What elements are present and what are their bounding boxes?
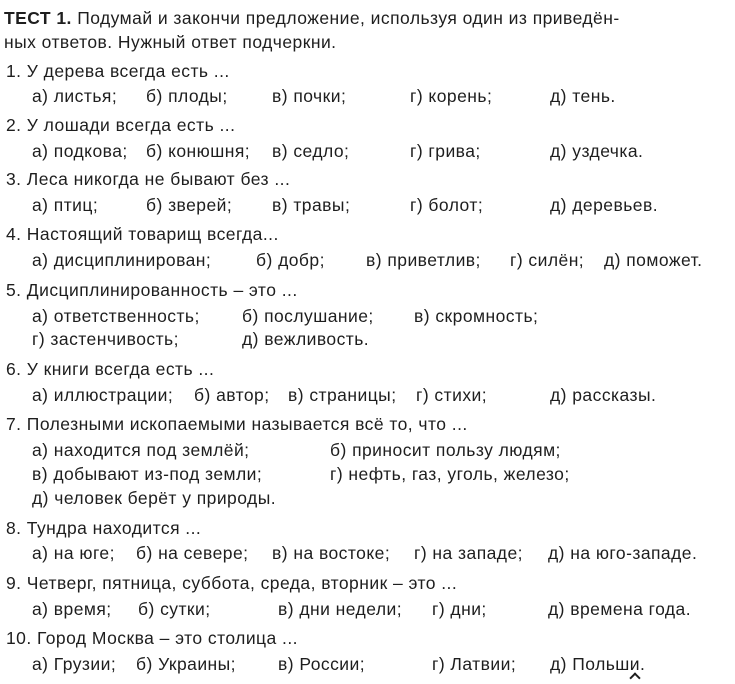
answer-10d[interactable]: г) Латвии; <box>432 654 517 674</box>
answer-1a[interactable]: а) листья; <box>32 86 118 106</box>
answer-9e[interactable]: д) времена года. <box>548 599 692 619</box>
answer-4c[interactable]: в) приветлив; <box>366 250 481 270</box>
answer-7e[interactable]: д) человек берёт у природы. <box>32 488 277 508</box>
test-title: ТЕСТ 1. <box>4 8 72 28</box>
answer-7b[interactable]: б) приносит пользу людям; <box>330 440 561 460</box>
answer-7c[interactable]: в) добывают из-под земли; <box>32 464 263 484</box>
page-corner-mark <box>629 672 640 683</box>
answer-3a[interactable]: а) птиц; <box>32 195 99 215</box>
answer-5c[interactable]: в) скромность; <box>414 306 539 326</box>
answer-3e[interactable]: д) деревьев. <box>550 195 659 215</box>
answer-8c[interactable]: в) на востоке; <box>272 543 391 563</box>
answer-10e[interactable]: д) Польши. <box>550 654 646 674</box>
test-instruction-2: ных ответов. Нужный ответ подчеркни. <box>4 32 337 52</box>
answer-10a[interactable]: а) Грузии; <box>32 654 117 674</box>
answer-1c[interactable]: в) почки; <box>272 86 347 106</box>
question-3: 3. Леса никогда не бывают без ... <box>6 169 291 189</box>
answer-6e[interactable]: д) рассказы. <box>550 385 657 405</box>
answer-6a[interactable]: а) иллюстрации; <box>32 385 174 405</box>
question-5: 5. Дисциплинированность – это ... <box>6 280 298 300</box>
question-6: 6. У книги всегда есть ... <box>6 359 215 379</box>
answer-6d[interactable]: г) стихи; <box>416 385 488 405</box>
answer-2c[interactable]: в) седло; <box>272 141 350 161</box>
answer-2e[interactable]: д) уздечка. <box>550 141 644 161</box>
question-7: 7. Полезными ископаемыми называется всё то, что ... <box>6 414 468 434</box>
answer-8b[interactable]: б) на севере; <box>136 543 249 563</box>
answer-6b[interactable]: б) автор; <box>194 385 270 405</box>
answer-8d[interactable]: г) на западе; <box>414 543 523 563</box>
question-2: 2. У лошади всегда есть ... <box>6 115 236 135</box>
answer-1d[interactable]: г) корень; <box>410 86 493 106</box>
answer-9d[interactable]: г) дни; <box>432 599 487 619</box>
answer-5a[interactable]: а) ответственность; <box>32 306 200 326</box>
question-9: 9. Четверг, пятница, суббота, среда, вторник – это ... <box>6 573 458 593</box>
question-10: 10. Город Москва – это столица ... <box>6 628 298 648</box>
answer-3c[interactable]: в) травы; <box>272 195 351 215</box>
answer-5b[interactable]: б) послушание; <box>242 306 374 326</box>
answer-9a[interactable]: а) время; <box>32 599 112 619</box>
answer-9c[interactable]: в) дни недели; <box>278 599 403 619</box>
answer-2a[interactable]: а) подкова; <box>32 141 128 161</box>
answer-10b[interactable]: б) Украины; <box>136 654 236 674</box>
answer-10c[interactable]: в) России; <box>278 654 366 674</box>
answer-4a[interactable]: а) дисциплинирован; <box>32 250 212 270</box>
answer-8e[interactable]: д) на юго-западе. <box>548 543 698 563</box>
answer-3b[interactable]: б) зверей; <box>146 195 233 215</box>
answer-2b[interactable]: б) конюшня; <box>146 141 251 161</box>
answer-1e[interactable]: д) тень. <box>550 86 616 106</box>
answer-4d[interactable]: г) силён; <box>510 250 585 270</box>
answer-4e[interactable]: д) поможет. <box>604 250 703 270</box>
question-8: 8. Тундра находится ... <box>6 518 202 538</box>
answer-6c[interactable]: в) страницы; <box>288 385 397 405</box>
answer-2d[interactable]: г) грива; <box>410 141 481 161</box>
answer-7a[interactable]: а) находится под землёй; <box>32 440 250 460</box>
question-4: 4. Настоящий товарищ всегда... <box>6 224 279 244</box>
answer-5d[interactable]: г) застенчивость; <box>32 329 179 349</box>
answer-7d[interactable]: г) нефть, газ, уголь, железо; <box>330 464 570 484</box>
answer-3d[interactable]: г) болот; <box>410 195 484 215</box>
answer-4b[interactable]: б) добр; <box>256 250 325 270</box>
answer-8a[interactable]: а) на юге; <box>32 543 115 563</box>
question-1: 1. У дерева всегда есть ... <box>6 61 230 81</box>
answer-5e[interactable]: д) вежливость. <box>242 329 370 349</box>
test-instruction-1: Подумай и закончи предложение, используя один из приведён- <box>77 8 620 28</box>
answer-1b[interactable]: б) плоды; <box>146 86 228 106</box>
answer-9b[interactable]: б) сутки; <box>138 599 211 619</box>
test-header <box>4 8 620 28</box>
